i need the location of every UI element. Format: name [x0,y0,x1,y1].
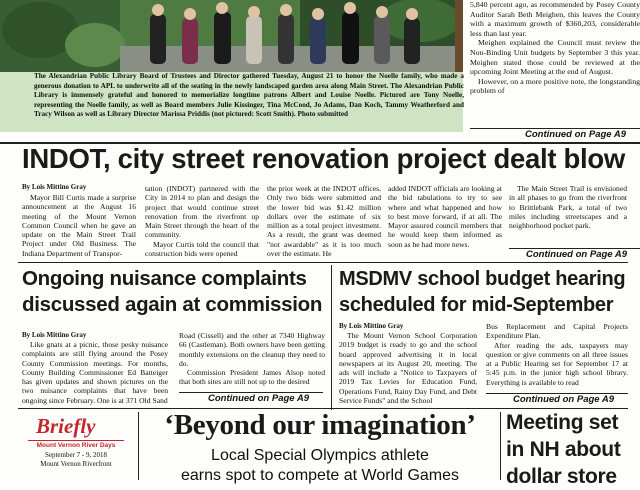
nuisance-continued[interactable]: Continued on Page A9 [179,392,323,405]
nuisance-headline-line: Ongoing nuisance complaints [22,267,307,290]
nh-headline-line: Meeting set [506,411,619,434]
olympics-subhead [145,446,495,486]
indot-headline: INDOT, city street renovation project dealt blow [22,143,625,174]
indot-col-2-para: Mayor Curtis told the council that construction bids were opened [145,239,259,259]
indot-col-2-para: tation (INDOT) partnered with the City in 2014 to plan and design the project that would continue street renovation from the riverfront up Main Street through the heart of the community. [145,184,259,240]
budget-story-text [470,0,640,96]
msdmv-col-1: The Mount Vernon School Corporation 2019 budget is ready to go and the school board approved advertising it in local newspapers at its August 20, meeting. The ads will include a "Notice to Taxpayers of 2019 Tax Levies for Education Fund, Operations Fund, Rainy Day Fund, and Debt Service Funds" and the School [339,331,477,406]
photo-caption: The Alexandrian Public Library Board of Trustees and Director gathered Tuesday, August 21 to honor the Noelle family, who made a generous donation to APL to underwrite all of the seating in the newly landscaped garden area along Main Street. The Alexandrian Public Library is immensely grateful and honored to memorialize longtime patrons Albert and Louise Noelle. Pictured are Tony Noelle, representing the Noelle family, as well as Board members Julie Kissinger, Tina McCood, Jo Adams, Dan Koch, Tammy Weatherford and Tracy Wilson as well as Library Director Marissa Priddis (not pictured: Scott Smith). Photo submitted [34,72,464,119]
indot-col-2 [145,184,259,258]
briefly-rule [28,440,124,441]
briefly-event-place: Mount Vernon Riverfront [40,460,112,468]
indot-continued[interactable]: Continued on Page A9 [509,248,640,261]
msdmv-headline [339,266,625,318]
budget-paragraph: 5,840 percent ago, as recommended by Posey County Auditor Sarah Beth Meighen, this leaves the County with a maximum growth of $360,203, considerable less than last year. [470,0,640,38]
nh-headline-line: in NH about [506,438,621,461]
group-photo [0,0,463,72]
budget-continued[interactable]: Continued on Page A9 [470,128,640,141]
olympics-subhead-line: earns spot to compete at World Games [180,467,460,484]
budget-paragraph: However, on a more positive note, the longstanding problem of [470,76,640,96]
msdmv-headline-line: scheduled for mid-September [339,294,614,316]
indot-col-4: added INDOT officials are looking at the bid tabulations to try to see where and what happened and how to best move forward, if at all. The Mayor assured council members that he would keep them informed as soon as he had more news. [388,184,502,249]
msdmv-col-2 [486,322,628,387]
indot-col-5: The Main Street Trail is envisioned in all phases to go from the riverfront to Brittlebank Park, a total of two miles including streetscapes and a neighborhood pocket park. [509,184,627,231]
briefly-event-title[interactable]: Mount Vernon River Days [36,442,116,449]
nuisance-headline-line: discussed again at commission [22,293,323,316]
column-rule [138,412,139,480]
briefly-title: Briefly [36,414,96,438]
nh-headline [506,409,621,490]
budget-paragraph: Meighen explained the Council must review the Non-Binding Unit budgets by September 3 this year. Meighen stated those could be reviewed at the upcoming Joint Meeting at the end of August. [470,38,640,77]
briefly-event-dates: September 7 - 9, 2018 [44,451,107,459]
msdmv-col-2-para: After reading the ads, taxpayers may question or give comments on all three issues at a Public Hearing set for September 17 at 5:45 p.m. in the junior high school library. Everything is available to read [486,340,628,387]
olympics-subhead-line: Local Special Olympics athlete [211,447,429,464]
nuisance-byline: By Lois Mittino Gray [22,331,87,339]
nuisance-col-2 [179,331,325,387]
briefly-box [0,410,130,480]
indot-col-1: Mayor Bill Curtis made a surprise announcement at the August 16 meeting of the Mount Vernon Common Council when he gave an update on the Main Street Trail Project under Old Business. The Indiana Department of Transpor- [22,193,136,258]
nh-headline-line: dollar store [506,465,617,488]
msdmv-continued[interactable]: Continued on Page A9 [486,393,628,406]
nuisance-col-1: Like gnats at a picnic, those pesky nuisance complaints are still flying around the Posey County Commission meetings. For months, County Building Commissioner Ed Batteiger has given updates and shown pictures on the two nuisance complaints that have been ongoing since February. One is at 371 Old Sand [22,340,168,405]
msdmv-byline: By Lois Mittino Gray [339,322,404,330]
indot-col-3: the prior week at the INDOT offices. Only two bids were submitted and the lower bid was $1.42 million dollars over the estimate of six million as a total project investment. As a result, the grant was deemed "not awardable" as it is too much over the estimate. He [267,184,381,259]
olympics-headline: ‘Beyond our imagination’ [164,409,476,441]
nuisance-headline [22,266,322,318]
indot-byline: By Lois Mittino Gray [22,183,87,191]
nuisance-col-2-para: Road (Cissell) and the other at 7340 Highway 66 (Castleman). Both owners have been getting monthly extensions on the cleanup they need to do. [179,331,325,368]
column-rule [331,265,332,410]
msdmv-headline-line: MSDMV school budget hearing [339,268,626,290]
photo-illustration [0,0,463,72]
msdmv-col-2-para: Bus Replacement and Capital Projects Expenditure Plan. [486,322,628,341]
section-rule [18,262,628,263]
column-rule [500,412,501,480]
nuisance-col-2-para: Commission President James Alsop noted that both sites are still not up to the desired [179,368,325,387]
